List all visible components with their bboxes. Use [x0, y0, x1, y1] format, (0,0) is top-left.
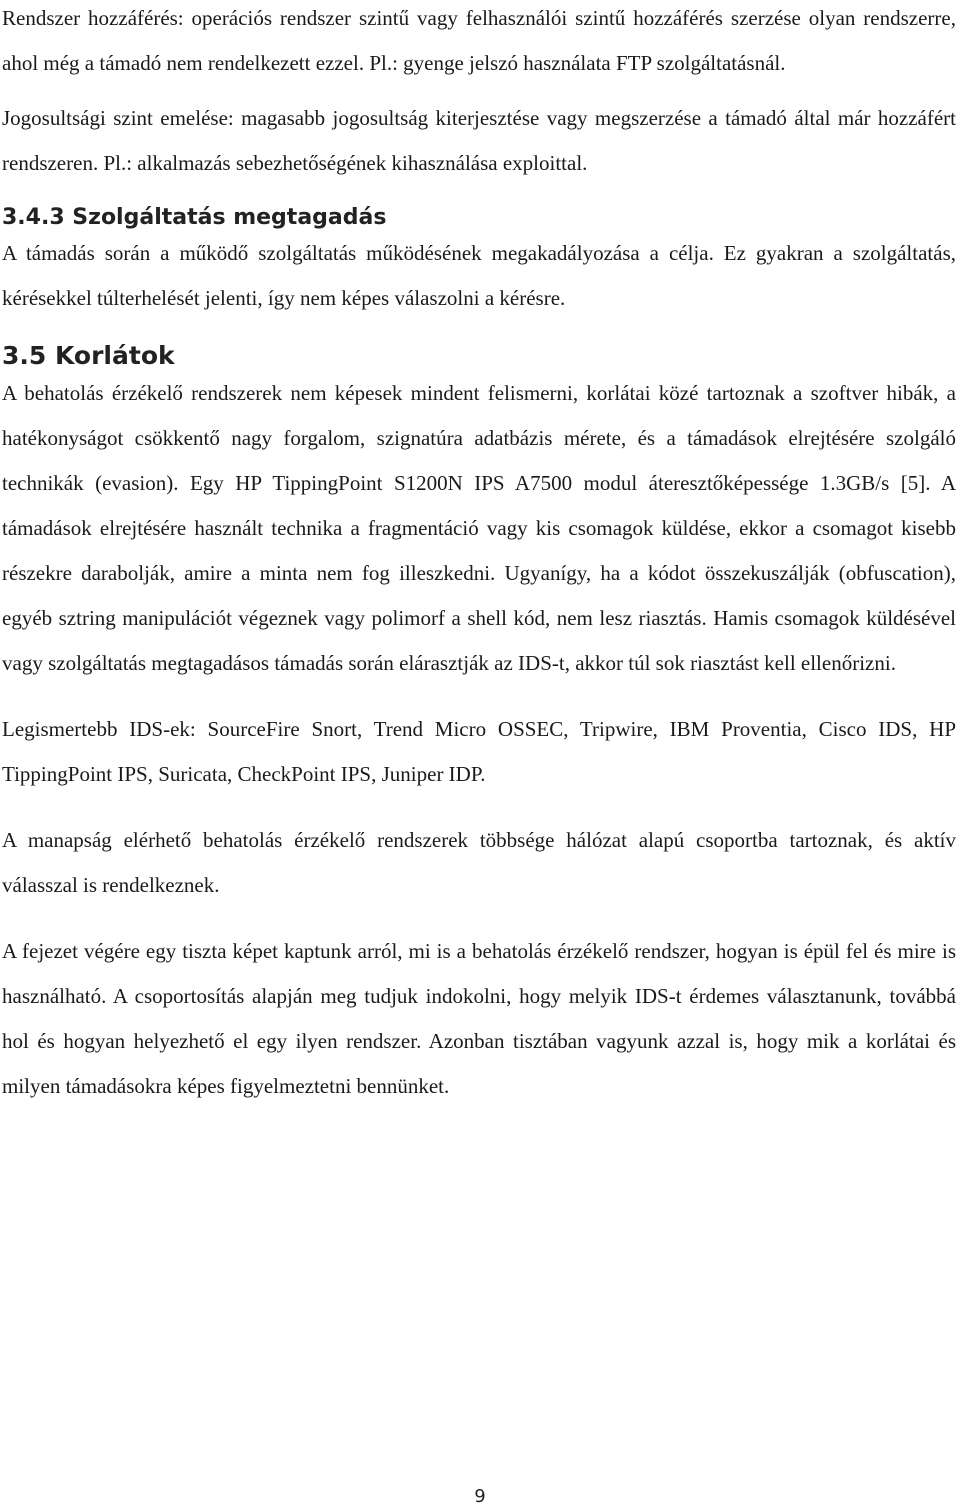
document-page — [2, 0, 956, 1511]
section-heading-limitations: 3.5 Korlátok — [2, 341, 175, 370]
paragraph-network-based: A manapság elérhető behatolás érzékelő rendszerek többsége hálózat alapú csoportba tartoznak, és aktív válasszal is rendelkeznek. — [2, 828, 956, 897]
paragraph-system-access: Rendszer hozzáférés: operációs rendszer szintű vagy felhasználói szintű hozzáférés szerzése olyan rendszerre, ahol még a támadó nem rendelkezett ezzel. Pl.: gyenge jelszó használata FTP szolgáltatásnál. — [2, 6, 956, 75]
paragraph-chapter-summary: A fejezet végére egy tiszta képet kaptunk arról, mi is a behatolás érzékelő rendszer, hogyan is épül fel és mire is használható. A csoportosítás alapján meg tudjuk indokolni, hogy melyik IDS-t érdemes választanunk, továbbá hol és hogyan helyezhető el egy ilyen rendszer. Azonban tisztában vagyunk azzal is, hogy mik a korlátai és milyen támadásokra képes figyelmeztetni bennünket. — [2, 939, 956, 1098]
page-number: 9 — [474, 1486, 486, 1507]
paragraph-denial-of-service: A támadás során a működő szolgáltatás működésének megakadályozása a célja. Ez gyakran a szolgáltatás, kérésekkel túlterhelését jelenti, így nem képes válaszolni a kérésre. — [2, 241, 956, 310]
paragraph-limitations: A behatolás érzékelő rendszerek nem képesek mindent felismerni, korlátai közé tartoznak a szoftver hibák, a hatékonyságot csökkentő nagy forgalom, szignatúra adatbázis mérete, és a támadások elrejtésére szolgáló technikák (evasion). Egy HP TippingPoint S1200N IPS A7500 modul áteresztőképessége 1.3GB/s [5]. A támadások elrejtésére használt technika a fragmentáció vagy kis csomagok küldése, ekkor a csomagot kisebb részekre darabolják, amire a minta nem fog illeszkedni. Ugyanígy, ha a kódot összekuszálják (obfuscation), egyéb sztring manipulációt végeznek vagy polimorf a shell kód, nem lesz riasztás. Hamis csomagok küldésével vagy szolgáltatás megtagadásos támadás során elárasztják az IDS-t, akkor túl sok riasztást kell ellenőrizni. — [2, 381, 956, 675]
section-heading-denial-of-service: 3.4.3 Szolgáltatás megtagadás — [2, 205, 387, 230]
paragraph-known-ids: Legismertebb IDS-ek: SourceFire Snort, Trend Micro OSSEC, Tripwire, IBM Proventia, Cisco IDS, HP TippingPoint IPS, Suricata, CheckPoint IPS, Juniper IDP. — [2, 717, 956, 786]
paragraph-privilege-escalation: Jogosultsági szint emelése: magasabb jogosultság kiterjesztése vagy megszerzése a támadó által már hozzáfért rendszeren. Pl.: alkalmazás sebezhetőségének kihasználása exploittal. — [2, 106, 956, 175]
